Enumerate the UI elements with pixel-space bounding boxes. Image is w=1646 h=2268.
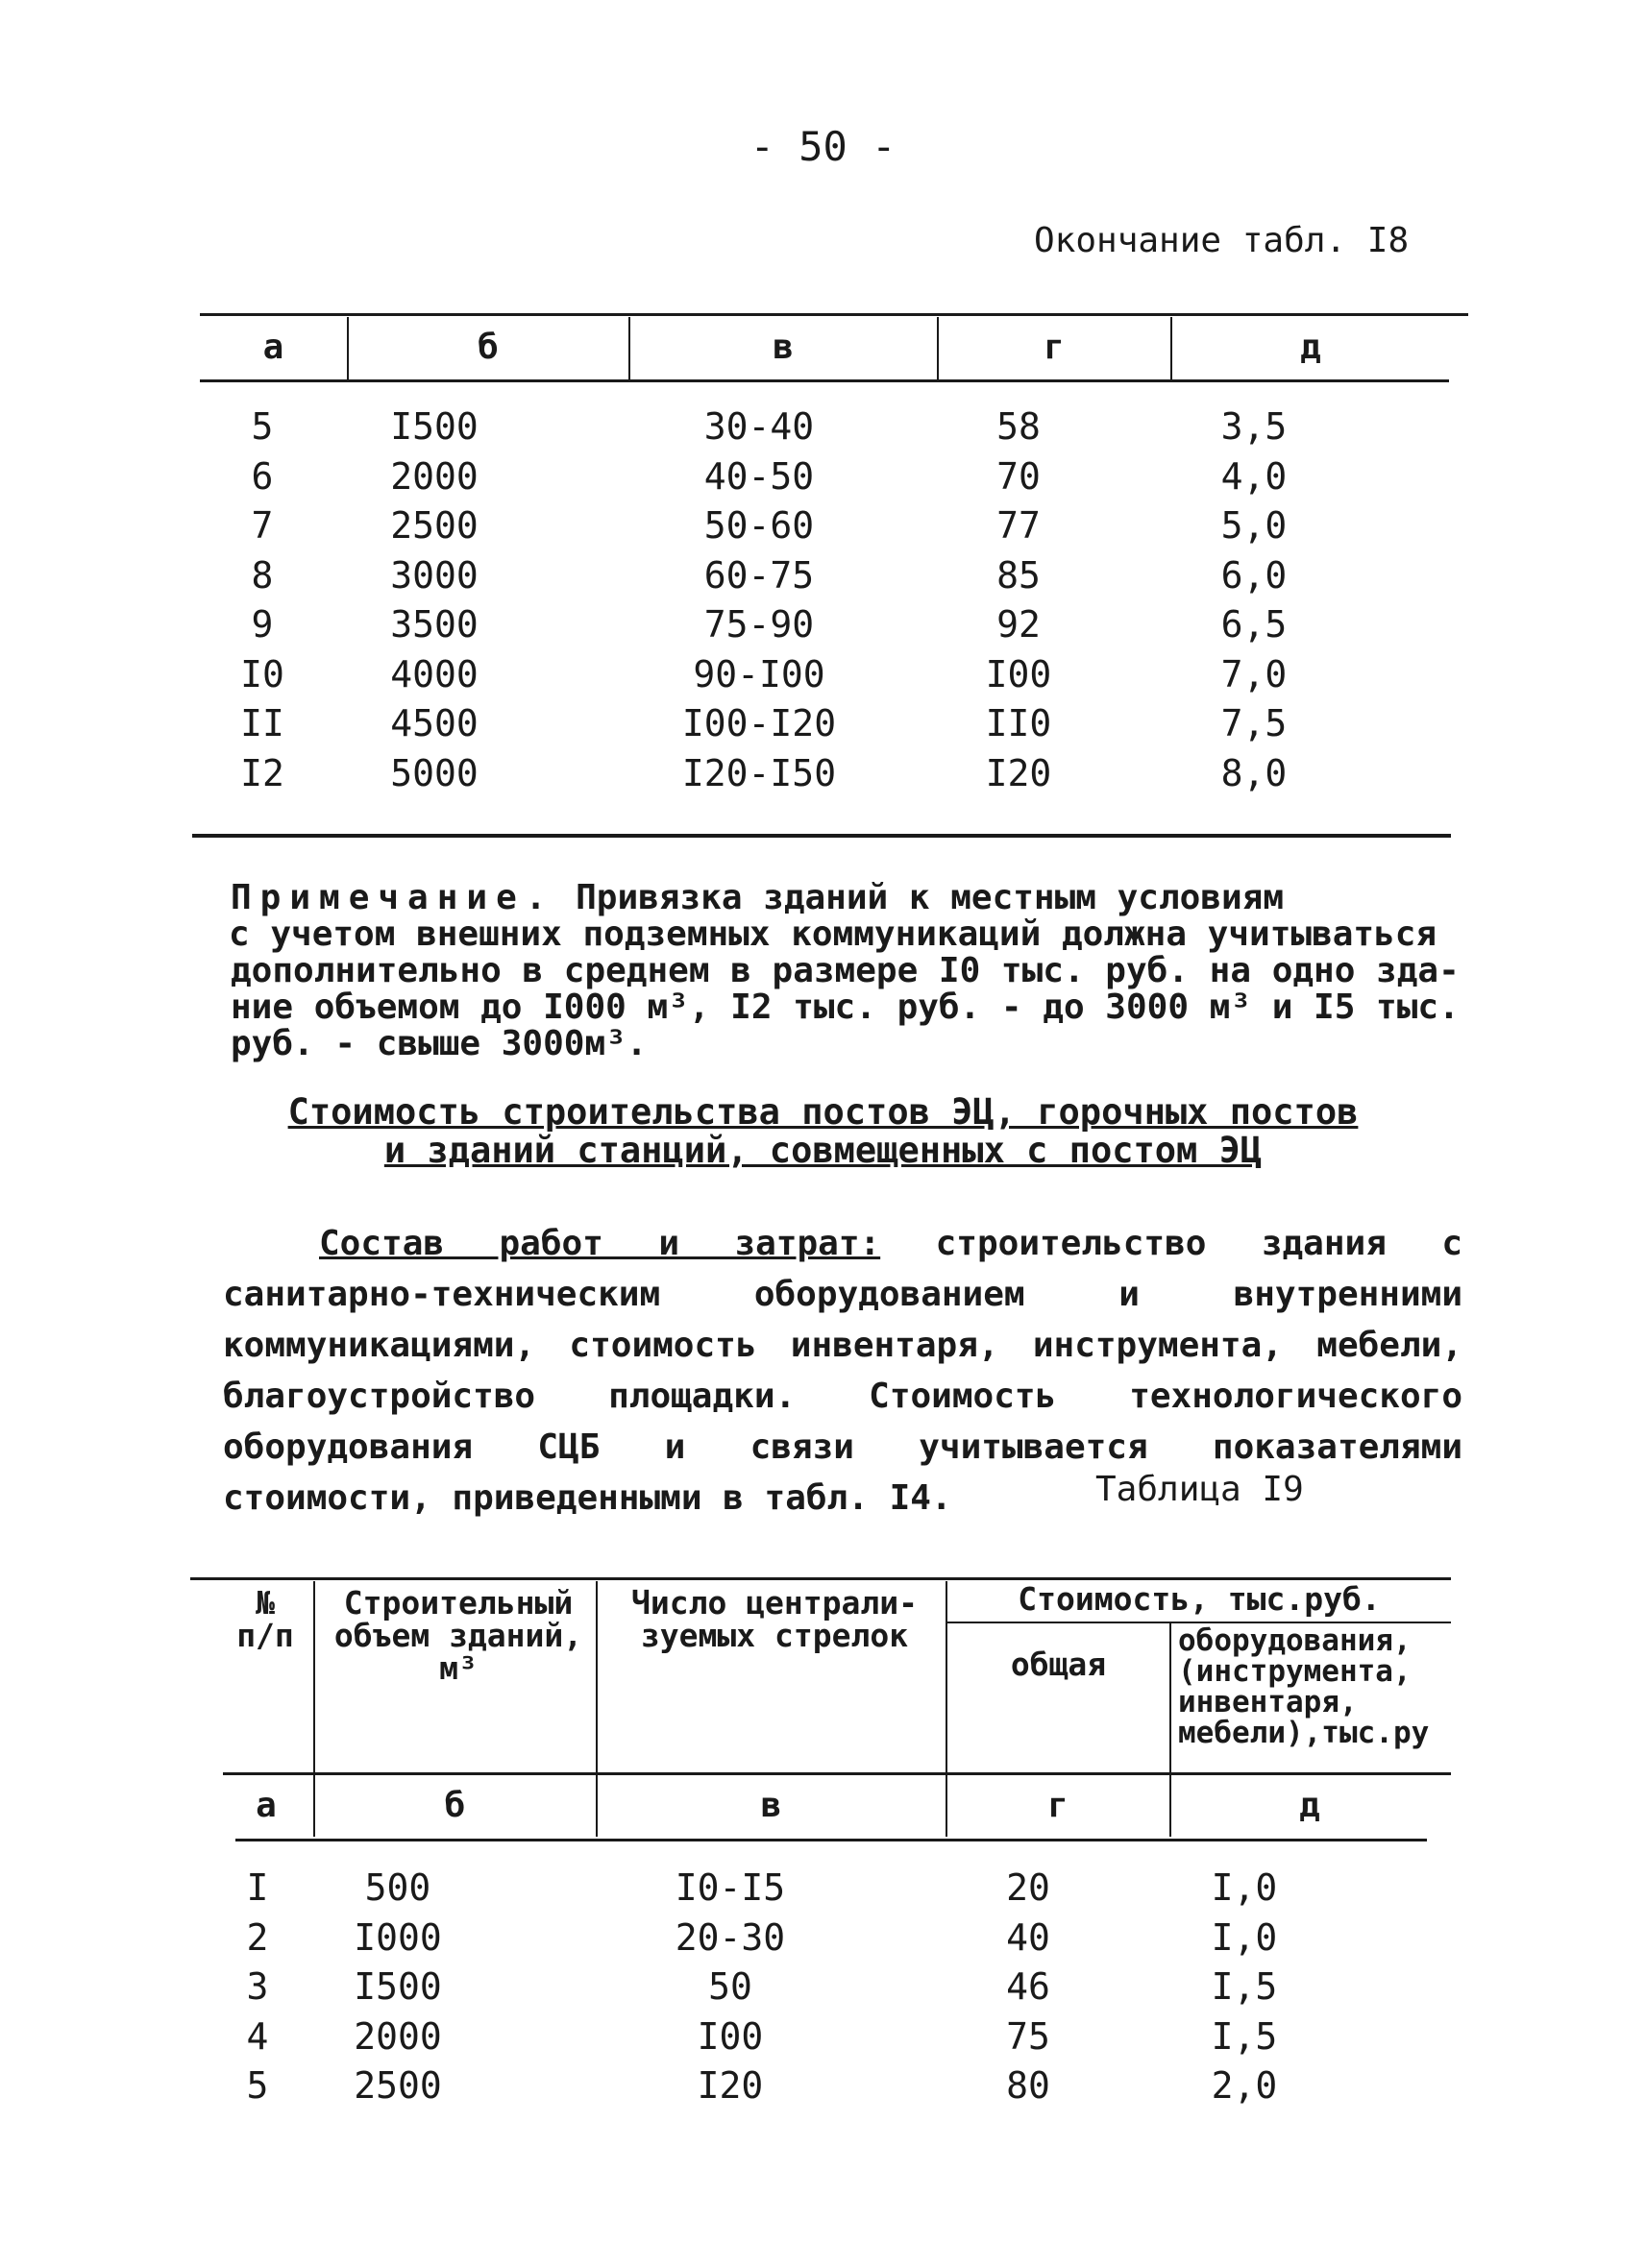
table-18-header-e: д [1300, 328, 1321, 367]
table-18-row-1-col-5: 3,5 [1220, 405, 1288, 448]
table-18-row-8-col-2: 5000 [390, 751, 479, 794]
note-line-4: ние объемом до I000 м³, I2 тыс. руб. - до 3000 м³ и I5 тыс. [231, 988, 1460, 1027]
table-19-row-2-col-5: I,0 [1211, 1915, 1278, 1959]
table-19-row-1-col-5: I,0 [1211, 1866, 1278, 1909]
table-18-row-3-col-1: 7 [251, 504, 274, 547]
table-18-row-3-col-4: 77 [996, 504, 1041, 547]
table-19-row-5-col-2: 2500 [354, 2064, 442, 2107]
table-18-row-1-col-2: I500 [390, 405, 479, 448]
table-18-row-2-col-4: 70 [996, 454, 1041, 498]
table-18-row-6-col-4: I00 [985, 652, 1052, 695]
table-19-letter-b: б [444, 1786, 466, 1825]
table-18-row-5-col-2: 3500 [390, 603, 479, 646]
table-19-label: Таблица I9 [1095, 1470, 1304, 1509]
table-18-row-7-col-2: 4500 [390, 702, 479, 744]
note [231, 880, 1461, 1062]
table-19-letter-e: д [1299, 1786, 1320, 1825]
table-18-row-8-col-3: I20-I50 [681, 751, 837, 794]
table-18-row-6-col-5: 7,0 [1220, 652, 1288, 695]
table-19-row-1-col-4: 20 [1006, 1866, 1050, 1909]
table-18-row-2-col-2: 2000 [390, 454, 479, 498]
table-19-header-switches: Число централи- зуемых стрелок [630, 1584, 918, 1654]
table-19-letter-a: а [256, 1786, 277, 1825]
composition-text: строительство здания с санитарно-техническим оборудованием и внутренними коммуникациями, стоимость инвентаря, инструмента, мебели, благоустройство площадки. Стоимость технологического оборудования СЦБ и связи учитывается показателями стоимости, приведенными в табл. I4. [223, 1224, 1463, 1518]
table-18-row-4-col-1: 8 [251, 553, 274, 597]
table-19-row-5-col-4: 80 [1006, 2064, 1050, 2107]
table-19-row-5-col-1: 5 [246, 2064, 269, 2107]
table-18-row-6-col-3: 90-I00 [693, 652, 825, 695]
table-19-row-4-col-5: I,5 [1211, 2014, 1278, 2058]
table-18-row-7-col-3: I00-I20 [681, 702, 837, 744]
note-line-5: руб. - свыше 3000м³. [231, 1024, 648, 1063]
table-18-row-8-col-5: 8,0 [1220, 751, 1288, 794]
table-18-header-d: г [1044, 328, 1065, 367]
table-19-row-1-col-3: I0-I5 [675, 1866, 786, 1909]
section-title-line-2: и зданий станций, совмещенных с постом ЭЦ [383, 1130, 1263, 1171]
table-19-row-1-col-1: I [246, 1866, 269, 1909]
table-18-row-5-col-4: 92 [996, 603, 1041, 646]
table-19-row-2-col-2: I000 [354, 1915, 442, 1959]
note-label: Примечание. [231, 878, 555, 917]
table-19-row-3-col-1: 3 [246, 1965, 269, 2008]
table-19-row-5-col-5: 2,0 [1211, 2064, 1278, 2107]
table-19-row-4-col-1: 4 [246, 2014, 269, 2058]
table-18-row-5-col-1: 9 [251, 603, 274, 646]
table-18-row-7-col-4: II0 [985, 702, 1052, 744]
table-18-row-4-col-3: 60-75 [703, 553, 815, 597]
table-18-header-a: а [262, 328, 284, 367]
table-18-row-6-col-1: I0 [240, 652, 284, 695]
table-18-header-c: в [773, 328, 794, 367]
composition-label: Состав работ и затрат: [319, 1224, 881, 1263]
table-19-row-3-col-5: I,5 [1211, 1965, 1278, 2008]
table-18-row-1-col-1: 5 [251, 405, 274, 448]
table-19-row-2-col-4: 40 [1006, 1915, 1050, 1959]
table-19-header-volume: Строительный объем зданий, м³ [333, 1584, 583, 1687]
table-18-row-3-col-5: 5,0 [1220, 504, 1288, 547]
table-18-header-b: б [478, 328, 499, 367]
table-18-row-3-col-2: 2500 [390, 504, 479, 547]
table-19-row-4-col-3: I00 [697, 2014, 764, 2058]
table-19-letter-c: в [760, 1786, 782, 1825]
table-18-row-2-col-1: 6 [251, 454, 274, 498]
table-19-header-cost-group: Стоимость, тыс.руб. [1018, 1580, 1381, 1618]
table-19-row-3-col-3: 50 [708, 1965, 752, 2008]
table-18-row-6-col-2: 4000 [390, 652, 479, 695]
table-19-row-5-col-3: I20 [697, 2064, 764, 2107]
continuation-label: Окончание табл. I8 [1034, 221, 1410, 260]
table-18-row-3-col-3: 50-60 [703, 504, 815, 547]
table-19-row-2-col-1: 2 [246, 1915, 269, 1959]
table-18-row-7-col-1: II [240, 702, 284, 744]
table-19-row-4-col-2: 2000 [354, 2014, 442, 2058]
table-18-row-8-col-4: I20 [985, 751, 1052, 794]
table-19-header-equipment: оборудования, (инструмента, инвентаря, мебели),тыс.ру [1178, 1623, 1430, 1750]
table-18-row-1-col-4: 58 [996, 405, 1041, 448]
table-18-row-2-col-3: 40-50 [703, 454, 815, 498]
table-19-row-4-col-4: 75 [1006, 2014, 1050, 2058]
table-18-row-5-col-5: 6,5 [1220, 603, 1288, 646]
table-19-header-total: общая [1010, 1646, 1107, 1683]
table-18-row-4-col-4: 85 [996, 553, 1041, 597]
table-19-header-number: № п/п [236, 1584, 294, 1654]
note-line-3: дополнительно в среднем в размере I0 тыс. руб. на одно зда- [231, 951, 1460, 990]
note-line-1: Привязка зданий к местным условиям [554, 878, 1285, 917]
table-19-row-2-col-3: 20-30 [675, 1915, 786, 1959]
table-19-row-1-col-2: 500 [364, 1866, 431, 1909]
table-19-row-3-col-4: 46 [1006, 1965, 1050, 2008]
table-19-row-3-col-2: I500 [354, 1965, 442, 2008]
table-18-row-7-col-5: 7,5 [1220, 702, 1288, 744]
table-18-row-4-col-2: 3000 [390, 553, 479, 597]
page-number: - 50 - [749, 123, 897, 170]
table-18-row-2-col-5: 4,0 [1220, 454, 1288, 498]
table-18-row-8-col-1: I2 [240, 751, 284, 794]
section-title-line-1: Стоимость строительства постов ЭЦ, горочных постов [287, 1091, 1359, 1133]
table-18-row-1-col-3: 30-40 [703, 405, 815, 448]
table-19-letter-d: г [1047, 1786, 1069, 1825]
section-title [0, 1093, 1646, 1170]
table-18-row-5-col-3: 75-90 [703, 603, 815, 646]
note-line-2: с учетом внешних подземных коммуникаций должна учитываться [229, 915, 1437, 954]
table-18-row-4-col-5: 6,0 [1220, 553, 1288, 597]
